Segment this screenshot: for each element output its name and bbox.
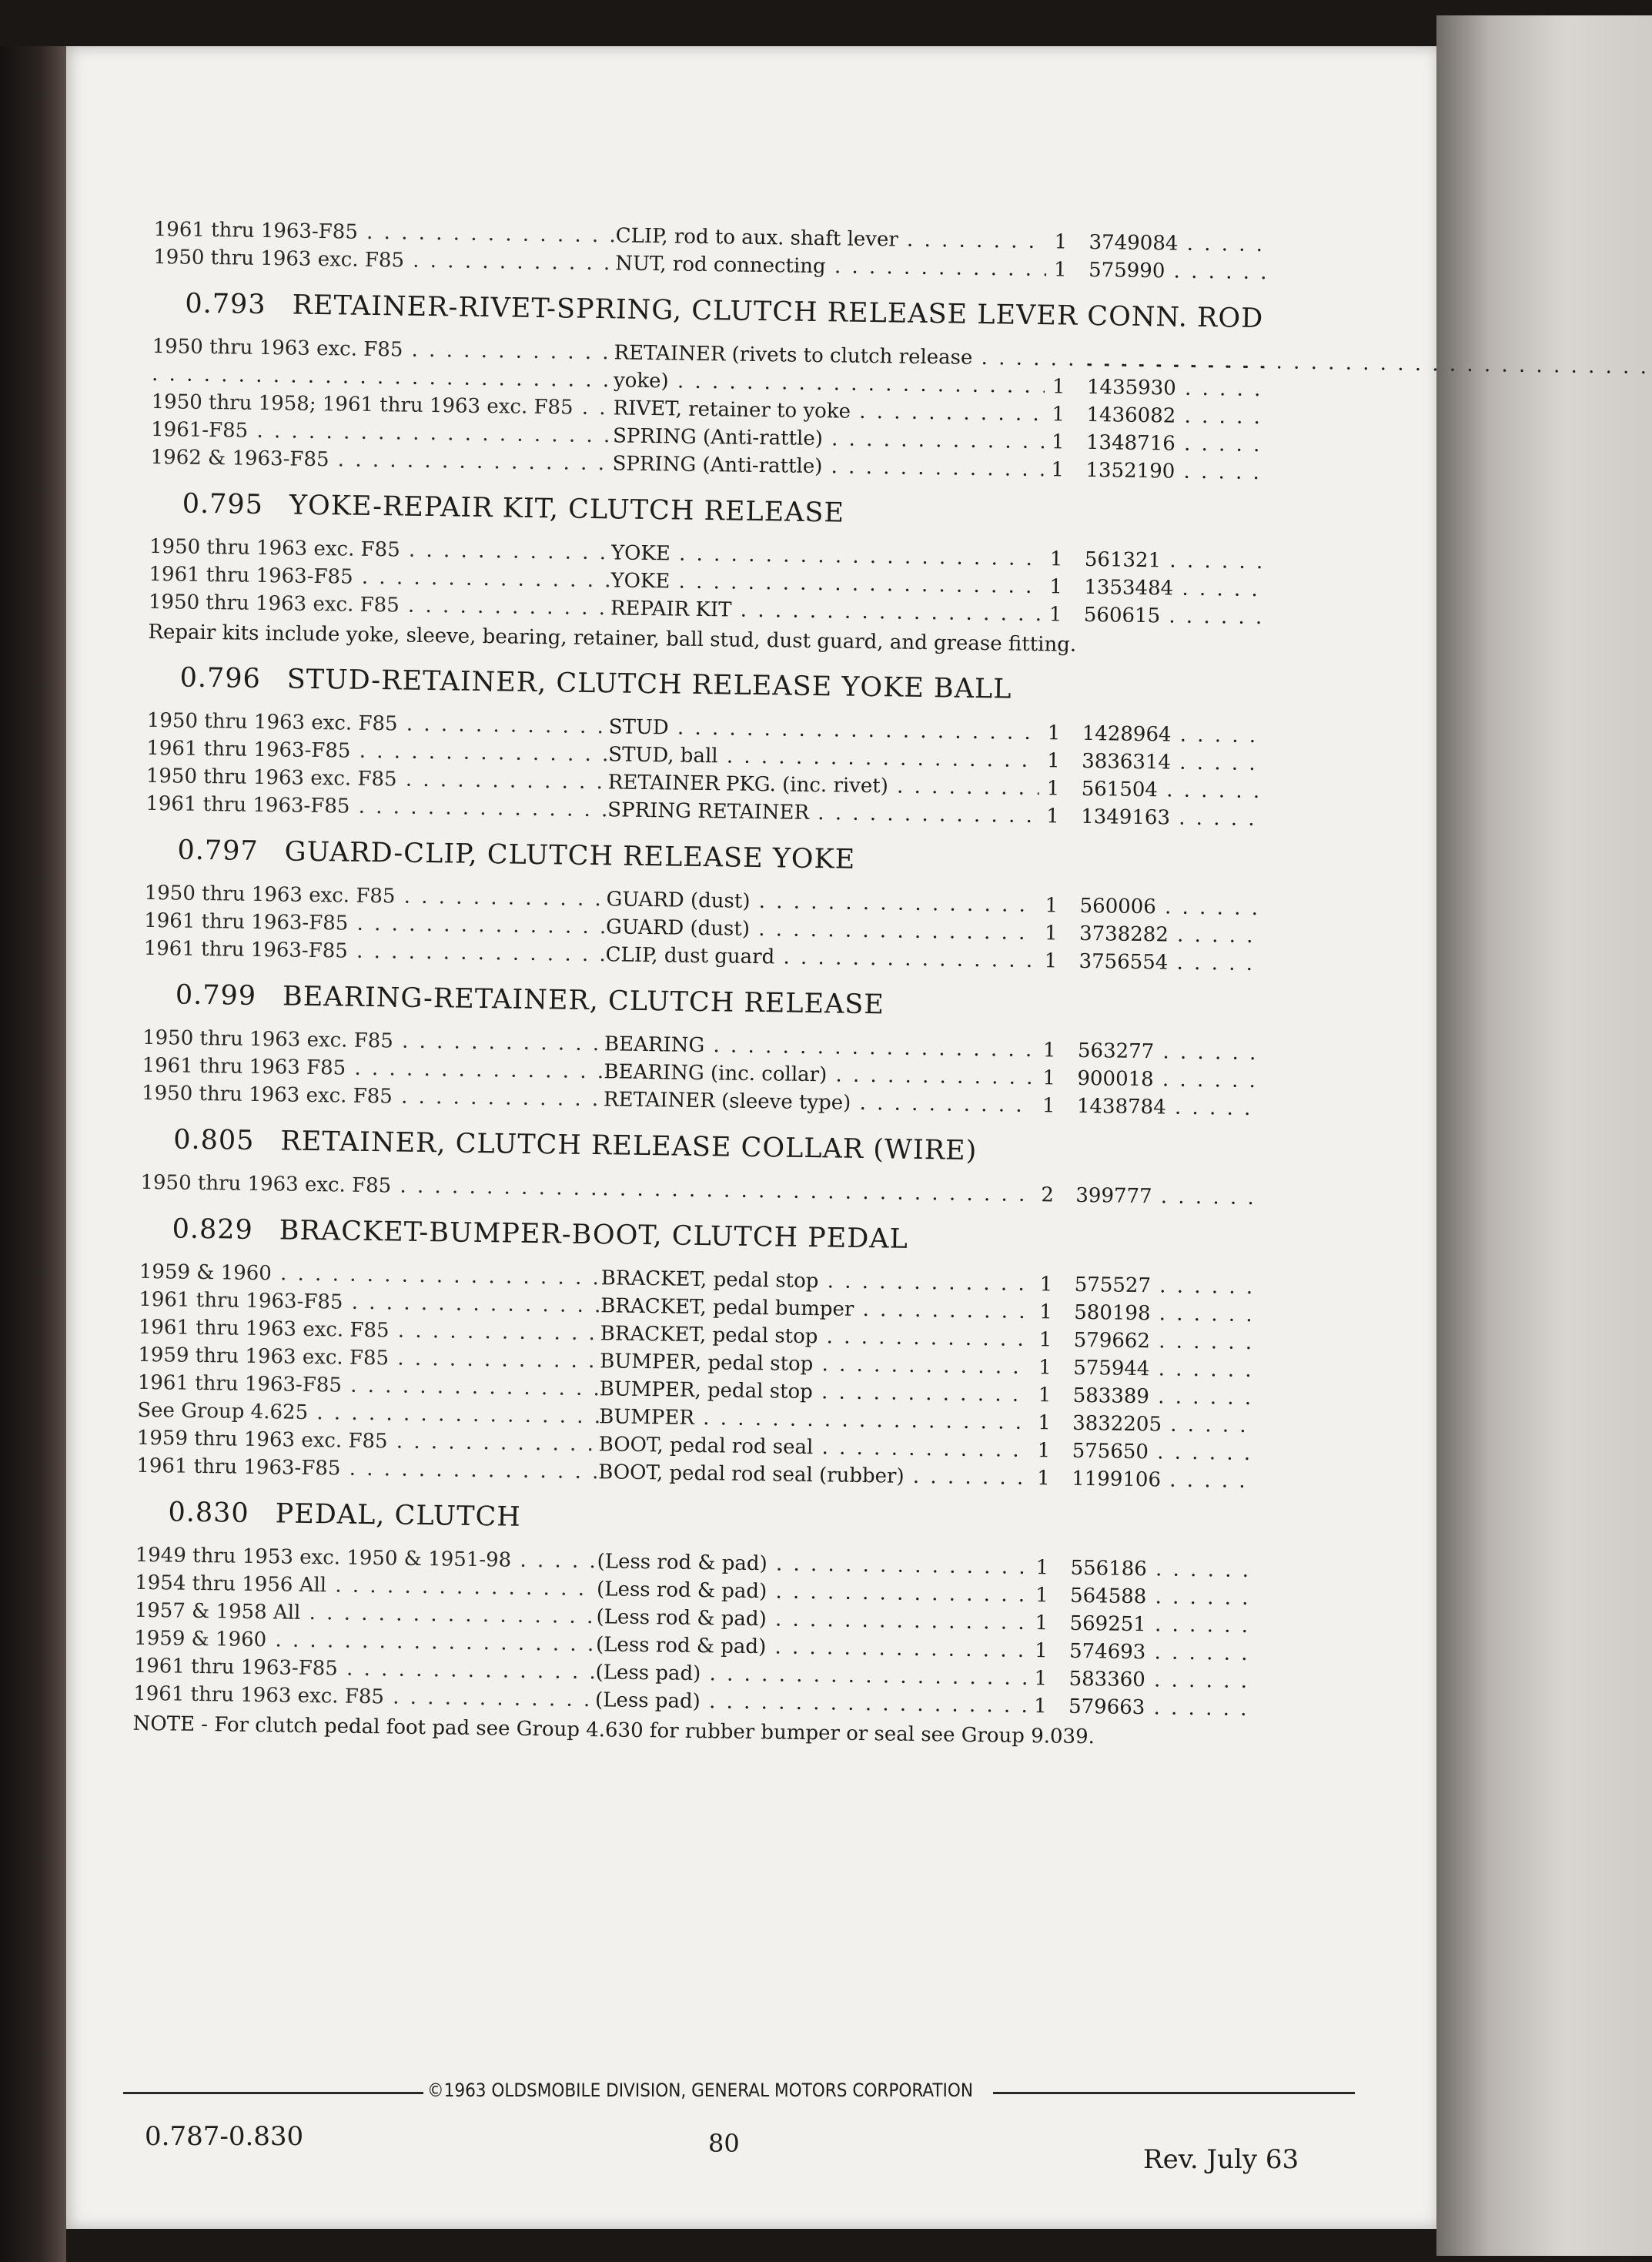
quantity-cell: 1 xyxy=(1039,1300,1052,1324)
section-number: 0.793 xyxy=(185,288,266,321)
description-cell: RETAINER PKG. (inc. rivet) . . . xyxy=(608,768,1039,802)
quantity-cell: 1 xyxy=(1035,1584,1048,1608)
part-number-cell: 1438784 . . . xyxy=(1077,1093,1254,1123)
section-note: NOTE - For clutch pedal foot pad see Group 4.630 for rubber bumper or seal see Group 9.039. xyxy=(132,1712,1095,1749)
part-number-cell: 579663 . . . xyxy=(1068,1693,1246,1723)
section-title: BRACKET-BUMPER-BOOT, CLUTCH PEDAL xyxy=(279,1215,909,1255)
quantity-cell: 1 xyxy=(1049,575,1063,599)
applies-cell: 1959 & 1960 . . . xyxy=(139,1258,601,1292)
part-number-cell: 574693 . . . xyxy=(1069,1638,1246,1668)
quantity-cell: 1 xyxy=(1038,1328,1052,1352)
quantity-cell: 2 xyxy=(1041,1183,1055,1207)
applies-cell: 1961 thru 1963-F85 . . . xyxy=(153,216,615,249)
section-number: 0.796 xyxy=(179,662,262,694)
applies-cell: 1950 thru 1963 exc. F85 . . . xyxy=(153,243,615,277)
section-0799 xyxy=(142,979,1344,1124)
section-heading xyxy=(172,1213,1340,1260)
quantity-cell: 1 xyxy=(1033,1695,1047,1718)
applies-cell: 1949 thru 1953 exc. 1950 & 1951-98 . . . xyxy=(135,1541,597,1575)
applies-cell: 1950 thru 1963 exc. F85 . . . xyxy=(147,707,609,741)
revision-date: Rev. July 63 xyxy=(1143,2144,1299,2175)
applies-cell: 1950 thru 1963 exc. F85 . . . xyxy=(144,879,606,913)
part-number-cell: 3738282 . . . xyxy=(1079,920,1256,950)
description-cell: BOOT, pedal rod seal (rubber) . . . xyxy=(598,1458,1029,1492)
description-cell: SPRING (Anti-rattle) . . . xyxy=(613,422,1044,456)
group-range: 0.787-0.830 xyxy=(145,2121,304,2152)
table-row xyxy=(140,1169,1341,1213)
applies-cell: 1950 thru 1958; 1961 thru 1963 exc. F85 . . . xyxy=(151,388,613,422)
section-number: 0.795 xyxy=(182,488,264,521)
description-cell: BUMPER, pedal stop . . . xyxy=(600,1347,1031,1381)
part-number-cell: 3749084 . . . xyxy=(1089,229,1266,259)
applies-cell: 1961 thru 1963-F85 . . . xyxy=(133,1652,595,1686)
description-cell: RETAINER (rivets to clutch release . . . xyxy=(614,339,1045,373)
part-number-cell: 556186 . . . xyxy=(1070,1554,1247,1584)
description-cell: SPRING RETAINER . . . xyxy=(607,796,1038,830)
applies-cell: 1961 thru 1963-F85 . . . xyxy=(144,907,606,941)
section-title: RETAINER-RIVET-SPRING, CLUTCH RELEASE LEVER CONN. ROD xyxy=(292,289,1264,335)
quantity-cell: 1 xyxy=(1053,258,1067,282)
part-number-cell: 1199106 . . . xyxy=(1072,1465,1249,1495)
quantity-cell: 1 xyxy=(1051,430,1065,454)
parts-list xyxy=(132,216,1355,1771)
section-0829 xyxy=(136,1213,1341,1497)
section-number: 0.797 xyxy=(177,835,259,867)
copyright-notice: ©1963 OLDSMOBILE DIVISION, GENERAL MOTORS CORPORATION xyxy=(427,2080,974,2101)
section-title: PEDAL, CLUTCH xyxy=(275,1498,522,1533)
part-number-cell: 583389 . . . xyxy=(1072,1382,1249,1412)
section-number: 0.830 xyxy=(168,1497,249,1529)
description-cell: GUARD (dust) . . . xyxy=(606,913,1037,947)
quantity-cell: 1 xyxy=(1034,1667,1048,1691)
part-number-cell: 564588 . . . xyxy=(1070,1582,1247,1612)
part-number-cell: 575650 . . . xyxy=(1072,1437,1249,1467)
part-number-cell: 900018 . . . xyxy=(1077,1065,1254,1095)
quantity-cell: 1 xyxy=(1044,922,1058,945)
part-number-cell: 575944 . . . xyxy=(1073,1354,1250,1384)
quantity-cell: 1 xyxy=(1038,1356,1052,1380)
quantity-cell: 1 xyxy=(1038,1384,1052,1407)
description-cell: GUARD (dust) . . . xyxy=(606,885,1037,919)
description-cell: YOKE . . . xyxy=(610,567,1042,601)
applies-cell: 1961-F85 . . . xyxy=(151,416,613,450)
description-cell: BOOT, pedal rod seal . . . xyxy=(599,1430,1030,1464)
description-cell: (Less rod & pad) . . . xyxy=(597,1575,1028,1609)
part-number-cell: 575527 . . . xyxy=(1074,1271,1251,1301)
description-cell: NUT, rod connecting . . . xyxy=(615,249,1046,283)
applies-cell: 1950 thru 1963 exc. F85 . . . xyxy=(140,1169,602,1203)
description-cell: BEARING . . . xyxy=(604,1030,1035,1064)
part-number-cell: 580198 . . . xyxy=(1074,1299,1251,1329)
quantity-cell: 1 xyxy=(1046,805,1059,828)
section-heading xyxy=(185,289,1353,336)
applies-cell: 1950 thru 1963 exc. F85 . . . xyxy=(149,533,611,567)
part-number-cell: 3836314 . . . xyxy=(1082,748,1259,778)
section-title: YOKE-REPAIR KIT, CLUTCH RELEASE xyxy=(289,490,845,529)
applies-cell: 1961 thru 1963 F85 . . . xyxy=(142,1052,604,1086)
part-number-cell: 399777 . . . xyxy=(1075,1182,1252,1212)
description-cell: RETAINER (sleeve type) . . . xyxy=(604,1086,1035,1119)
quantity-cell: 1 xyxy=(1046,777,1060,801)
quantity-cell: 1 xyxy=(1042,1066,1056,1090)
description-cell: SPRING (Anti-rattle) . . . xyxy=(612,450,1043,484)
applies-cell: 1950 thru 1963 exc. F85 . . . xyxy=(142,1079,604,1113)
part-number-cell: 579662 . . . xyxy=(1073,1327,1250,1357)
applies-cell: 1950 thru 1963 exc. F85 . . . xyxy=(146,762,608,796)
quantity-cell: 1 xyxy=(1037,1439,1051,1463)
part-number-cell: 1353484 . . . xyxy=(1084,574,1261,604)
applies-cell: 1957 & 1958 All . . . xyxy=(134,1597,596,1631)
applies-cell: 1961 thru 1963-F85 . . . xyxy=(146,734,608,768)
description-cell: BRACKET, pedal bumper . . . xyxy=(600,1292,1032,1326)
description-cell xyxy=(602,1175,1033,1209)
part-number-cell: 563277 . . . xyxy=(1078,1037,1255,1067)
section-number: 0.805 xyxy=(172,1124,255,1156)
quantity-cell: 1 xyxy=(1054,230,1068,254)
applies-cell: 1959 thru 1963 exc. F85 . . . xyxy=(138,1341,600,1375)
quantity-cell: 1 xyxy=(1035,1556,1049,1580)
section-heading xyxy=(182,489,1350,536)
part-number-cell: 583360 . . . xyxy=(1068,1665,1246,1695)
quantity-cell: 1 xyxy=(1049,547,1063,571)
description-cell: BRACKET, pedal stop . . . xyxy=(600,1320,1032,1354)
section-0805 xyxy=(140,1124,1342,1213)
next-page-edge xyxy=(1436,15,1652,2256)
quantity-cell: 1 xyxy=(1042,1039,1056,1062)
description-cell: (Less pad) . . . xyxy=(595,1658,1026,1692)
book-binding xyxy=(0,46,66,2262)
description-cell: BUMPER, pedal stop . . . xyxy=(600,1375,1031,1409)
part-number-cell: 560006 . . . xyxy=(1079,892,1256,922)
section-title: BEARING-RETAINER, CLUTCH RELEASE xyxy=(282,981,885,1021)
quantity-cell: 1 xyxy=(1042,1094,1055,1118)
section-title: STUD-RETAINER, CLUTCH RELEASE YOKE BALL xyxy=(286,664,1012,705)
part-number-cell: 1436082 . . . xyxy=(1086,401,1263,431)
description-cell: BUMPER . . . xyxy=(599,1403,1030,1437)
description-cell: CLIP, dust guard . . . xyxy=(605,941,1036,975)
section-heading xyxy=(179,663,1348,710)
part-number-cell: 1349163 . . . xyxy=(1081,803,1258,833)
quantity-cell: 1 xyxy=(1044,949,1058,973)
part-number-cell: 561321 . . . xyxy=(1085,546,1262,576)
part-number-cell: 575990 . . . xyxy=(1089,256,1266,286)
quantity-cell: 1 xyxy=(1037,1467,1050,1491)
section-title: GUARD-CLIP, CLUTCH RELEASE YOKE xyxy=(284,836,856,875)
footer-rule-right xyxy=(993,2092,1355,2094)
description-cell: (Less rod & pad) . . . xyxy=(597,1548,1028,1581)
section-heading xyxy=(176,979,1344,1026)
section-heading xyxy=(168,1497,1336,1544)
quantity-cell: 1 xyxy=(1052,403,1065,427)
description-cell: RIVET, retainer to yoke . . . xyxy=(613,394,1044,428)
section-0793 xyxy=(150,288,1353,488)
quantity-cell: 1 xyxy=(1045,894,1058,918)
quantity-cell: 1 xyxy=(1051,458,1065,482)
section-number: 0.799 xyxy=(175,979,257,1012)
applies-cell: 1962 & 1963-F85 . . . xyxy=(150,443,612,477)
applies-cell: 1961 thru 1963-F85 . . . xyxy=(138,1369,600,1403)
applies-cell: See Group 4.625 . . . xyxy=(137,1397,599,1430)
description-cell: (Less rod & pad) . . . xyxy=(596,1603,1027,1637)
applies-cell: 1961 thru 1963-F85 . . . xyxy=(139,1286,600,1320)
description-cell: CLIP, rod to aux. shaft lever . . . xyxy=(615,222,1046,256)
section-0795 xyxy=(148,488,1351,662)
quantity-cell xyxy=(1045,345,1087,373)
description-cell: BRACKET, pedal stop . . . xyxy=(601,1264,1032,1298)
description-cell: STUD . . . xyxy=(609,713,1040,747)
applies-cell: 1961 thru 1963 exc. F85 . . . xyxy=(139,1313,600,1347)
section-0830 xyxy=(132,1497,1336,1754)
part-number-cell: 1428964 . . . xyxy=(1082,720,1259,750)
applies-cell: 1961 thru 1963 exc. F85 . . . xyxy=(133,1680,595,1714)
page-number: 80 xyxy=(708,2129,740,2158)
quantity-cell: 1 xyxy=(1047,721,1061,745)
quantity-cell: 1 xyxy=(1038,1411,1051,1435)
part-number-cell: 1352190 . . . xyxy=(1085,457,1262,487)
section-note: Repair kits include yoke, sleeve, bearing, retainer, ball stud, dust guard, and grease fitting. xyxy=(148,620,1077,657)
section-0797 xyxy=(143,835,1346,979)
quantity-cell: 1 xyxy=(1048,603,1062,627)
applies-cell: 1961 thru 1963-F85 . . . xyxy=(136,1452,598,1486)
quantity-cell: 1 xyxy=(1052,375,1065,399)
applies-cell: 1950 thru 1963 exc. F85 . . . xyxy=(149,588,610,622)
description-cell: STUD, ball . . . xyxy=(608,741,1039,775)
section-heading xyxy=(177,835,1346,882)
part-number-cell: 3832205 . . . xyxy=(1072,1410,1249,1440)
section-0796 xyxy=(145,662,1349,835)
applies-cell: 1954 thru 1956 All . . . xyxy=(135,1569,597,1603)
description-cell: YOKE . . . xyxy=(611,539,1042,573)
applies-cell: 1950 thru 1963 exc. F85 . . . xyxy=(142,1024,604,1058)
footer-rule-left xyxy=(123,2092,423,2094)
description-cell: BEARING (inc. collar) . . . xyxy=(604,1058,1035,1092)
section-title: RETAINER, CLUTCH RELEASE COLLAR (WIRE) xyxy=(280,1126,978,1167)
section-number: 0.829 xyxy=(172,1213,254,1246)
part-number-cell: 1348716 . . . xyxy=(1086,429,1263,459)
applies-cell: 1961 thru 1963-F85 . . . xyxy=(143,935,605,969)
part-number-cell: 561504 . . . xyxy=(1081,775,1258,805)
applies-cell: 1950 thru 1963 exc. F85 . . . xyxy=(152,333,614,366)
part-number-cell: 569251 . . . xyxy=(1069,1610,1246,1640)
section-heading xyxy=(173,1124,1342,1171)
part-number-cell: 560615 . . . xyxy=(1084,601,1261,631)
quantity-cell: 1 xyxy=(1047,749,1060,773)
description-cell: REPAIR KIT . . . xyxy=(610,594,1042,628)
applies-cell: 1959 thru 1963 exc. F85 . . . xyxy=(137,1424,599,1458)
applies-cell: 1961 thru 1963-F85 . . . xyxy=(149,560,610,594)
part-number-cell: 1435930 . . . xyxy=(1087,373,1264,403)
description-cell: (Less pad) . . . xyxy=(595,1686,1026,1720)
description-cell: (Less rod & pad) . . . xyxy=(596,1631,1027,1665)
applies-cell: 1959 & 1960 . . . xyxy=(134,1625,596,1658)
quantity-cell: 1 xyxy=(1039,1273,1053,1297)
description-cell: yoke) . . . xyxy=(614,366,1045,400)
quantity-cell: 1 xyxy=(1035,1611,1048,1635)
part-number-cell: 3756554 . . . xyxy=(1078,948,1256,978)
part-number-cell xyxy=(1087,346,1264,376)
quantity-cell: 1 xyxy=(1034,1639,1048,1663)
applies-cell: 1961 thru 1963-F85 . . . xyxy=(145,790,607,824)
